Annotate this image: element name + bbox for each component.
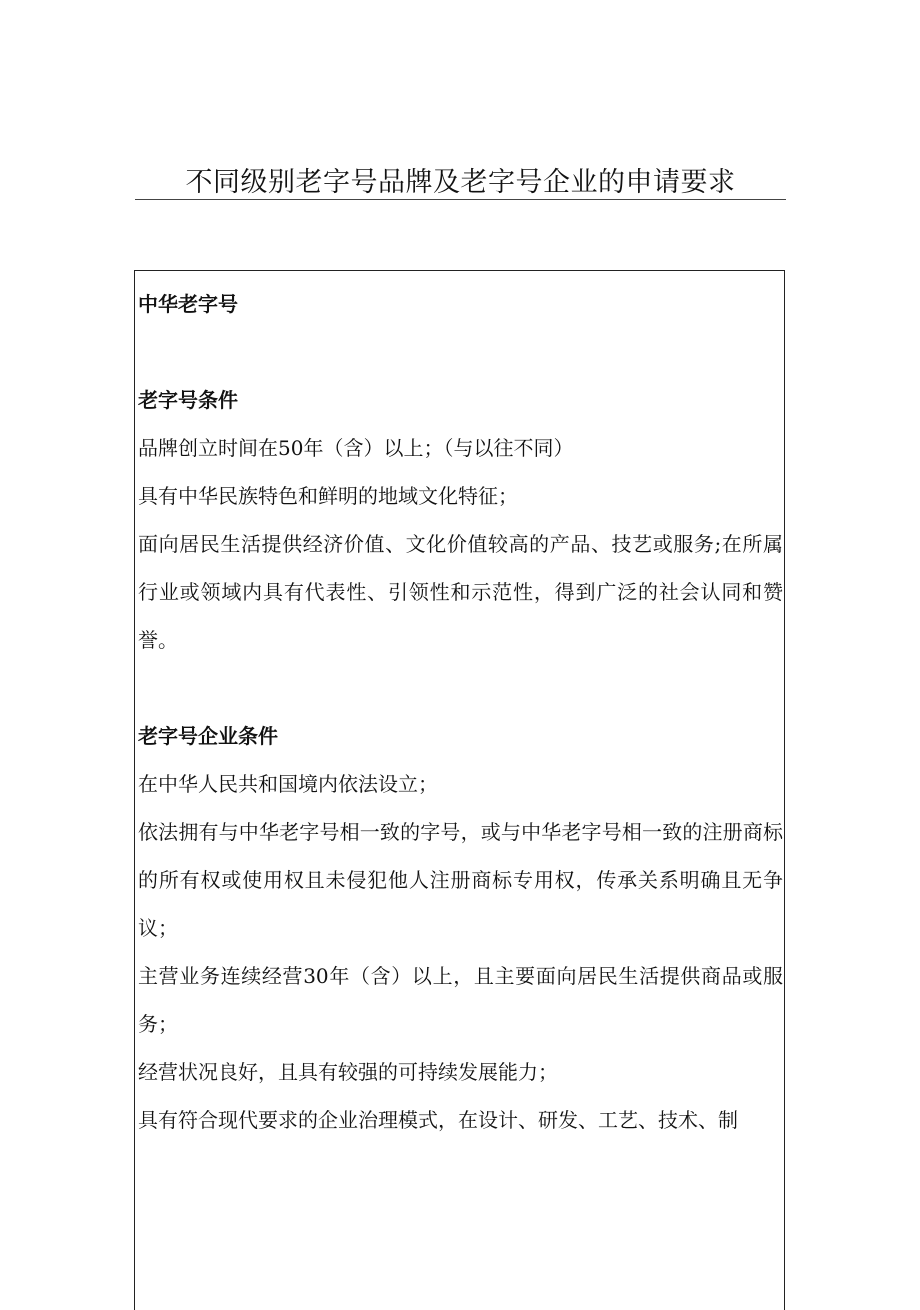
requirements-cell bbox=[138, 280, 783, 1144]
brand-condition-item: 品牌创立时间在50年（含）以上；（与以往不同） bbox=[138, 436, 574, 460]
enterprise-condition-item: 经营状况良好，且具有较强的可持续发展能力； bbox=[138, 1060, 558, 1084]
section-heading: 中华老字号 bbox=[138, 292, 238, 316]
enterprise-condition-item: 具有符合现代要求的企业治理模式，在设计、研发、工艺、技术、制 bbox=[138, 1108, 738, 1132]
spacer bbox=[138, 664, 783, 712]
title-underline bbox=[135, 199, 786, 200]
brand-condition-item: 面向居民生活提供经济价值、文化价值较高的产品、技艺或服务;在所属行业或领域内具有代表性、引领性和示范性，得到广泛的社会认同和赞誉。 bbox=[138, 532, 783, 652]
document-title: 不同级别老字号品牌及老字号企业的申请要求 bbox=[185, 167, 736, 198]
enterprise-condition-item: 主营业务连续经营30年（含）以上，且主要面向居民生活提供商品或服务； bbox=[138, 964, 783, 1036]
enterprise-condition-item: 依法拥有与中华老字号相一致的字号，或与中华老字号相一致的注册商标的所有权或使用权且未侵犯他人注册商标专用权，传承关系明确且无争议； bbox=[138, 820, 783, 940]
brand-condition-item: 具有中华民族特色和鲜明的地域文化特征； bbox=[138, 484, 518, 508]
enterprise-condition-item: 在中华人民共和国境内依法设立； bbox=[138, 772, 438, 796]
brand-conditions-heading: 老字号条件 bbox=[138, 388, 238, 412]
spacer bbox=[138, 328, 783, 376]
enterprise-conditions-heading: 老字号企业条件 bbox=[138, 724, 278, 748]
